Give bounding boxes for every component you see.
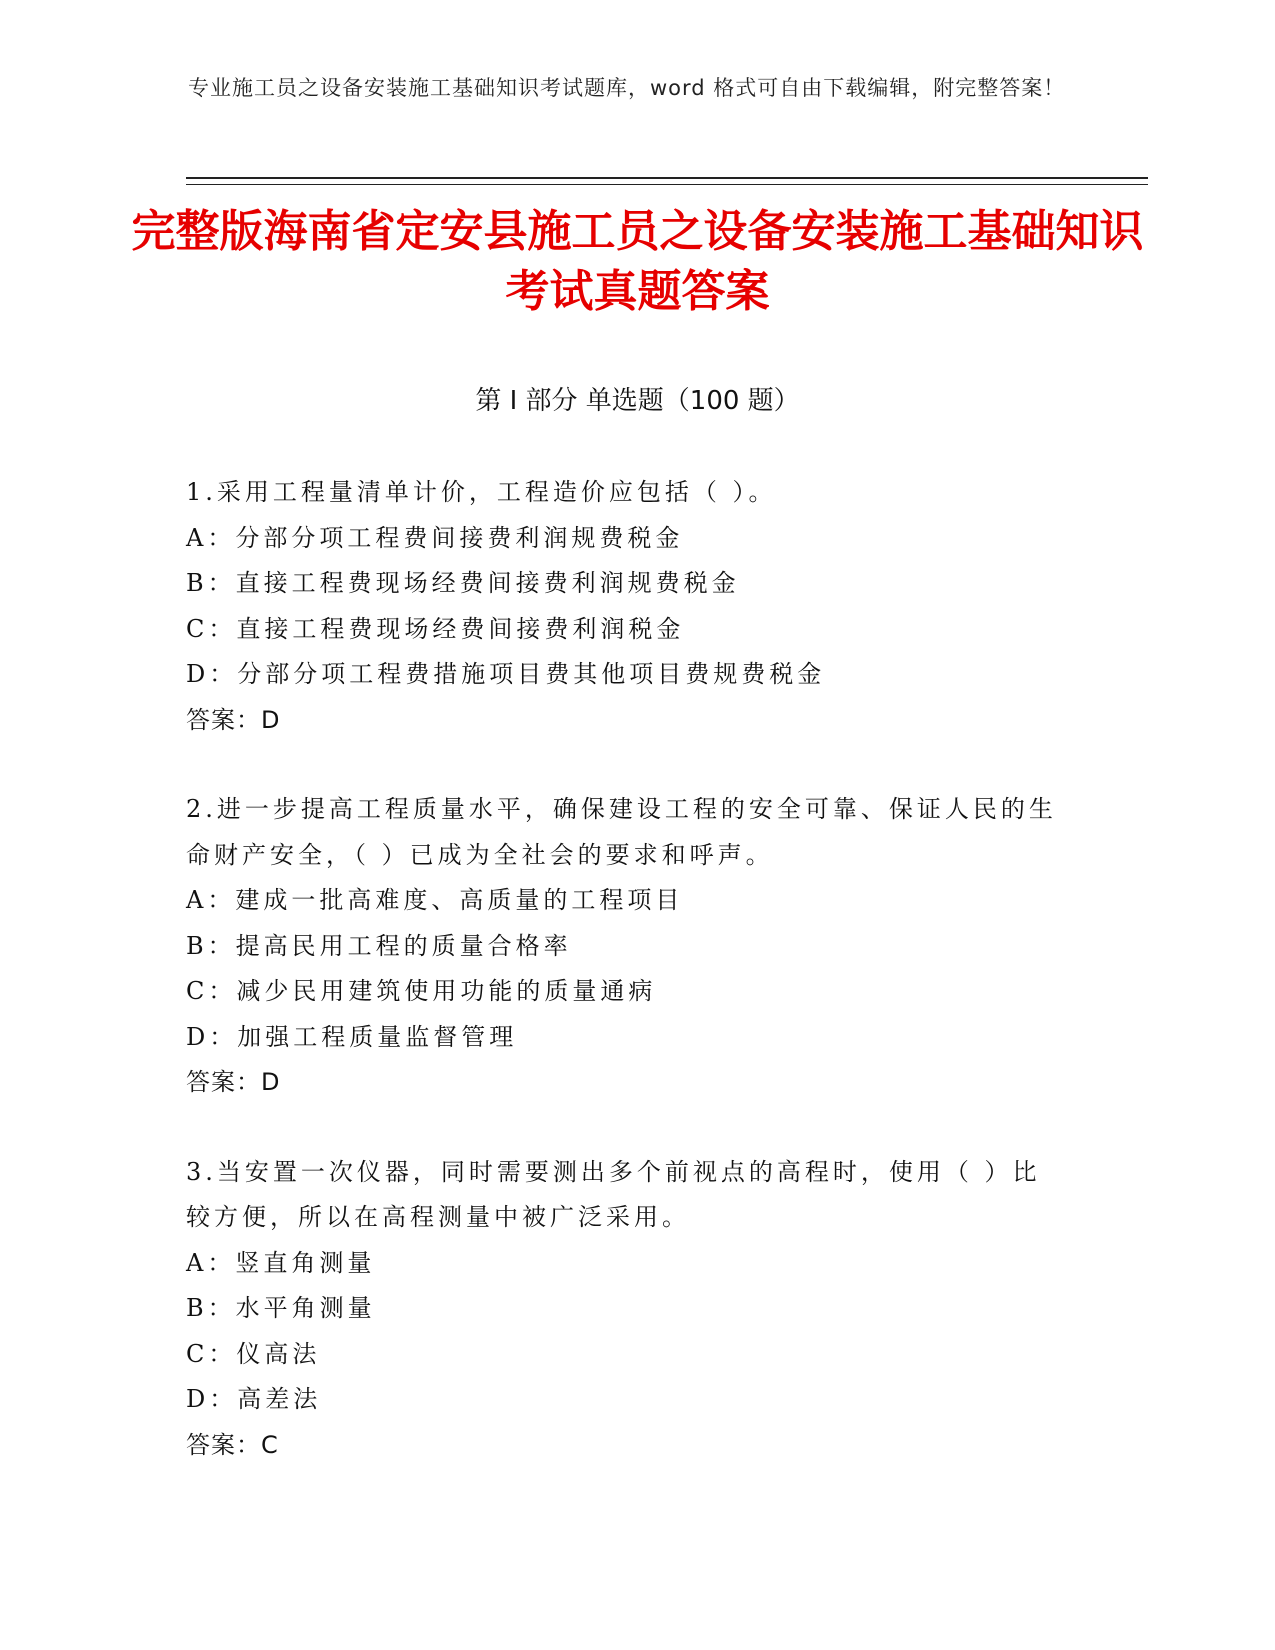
document-title: 完整版海南省定安县施工员之设备安装施工基础知识考试真题答案 (131, 206, 1144, 317)
question-list (186, 470, 1086, 1512)
header-divider-thin (186, 184, 1148, 185)
question-stem: 3.当安置一次仪器，同时需要测出多个前视点的高程时，使用（ ）比较方便，所以在高程测量中被广泛采用。 (186, 1157, 1041, 1231)
header-divider-thick (186, 177, 1148, 179)
question-3 (186, 1150, 1086, 1469)
option-d: D：加强工程质量监督管理 (186, 1022, 518, 1051)
option-a: A：建成一批高难度、高质量的工程项目 (186, 886, 684, 914)
option-a: A：分部分项工程费间接费利润规费税金 (186, 523, 684, 552)
header-note: 专业施工员之设备安装施工基础知识考试题库，word 格式可自由下载编辑，附完整答案！ (188, 76, 1066, 100)
option-c: C：直接工程费现场经费间接费利润税金 (186, 614, 685, 643)
question-2 (186, 787, 1086, 1106)
option-b: B：水平角测量 (186, 1294, 376, 1322)
question-1 (186, 470, 1086, 743)
question-stem: 2.进一步提高工程质量水平，确保建设工程的安全可靠、保证人民的生命财产安全，（ ）已成为全社会的要求和呼声。 (186, 795, 1057, 869)
option-c: C：仪高法 (186, 1339, 321, 1368)
option-b: B：提高民用工程的质量合格率 (186, 931, 572, 960)
option-b: B：直接工程费现场经费间接费利润规费税金 (186, 569, 740, 597)
option-a: A：竖直角测量 (186, 1248, 376, 1277)
option-d: D：分部分项工程费措施项目费其他项目费规费税金 (186, 660, 826, 688)
answer: 答案：C (186, 1430, 279, 1459)
question-stem: 1.采用工程量清单计价，工程造价应包括（ ）。 (186, 478, 777, 506)
option-c: C：减少民用建筑使用功能的质量通病 (186, 977, 657, 1005)
answer: 答案：D (186, 1068, 281, 1096)
option-d: D：高差法 (186, 1385, 322, 1413)
answer: 答案：D (186, 705, 281, 734)
section-heading: 第 I 部分 单选题（100 题） (475, 386, 800, 416)
